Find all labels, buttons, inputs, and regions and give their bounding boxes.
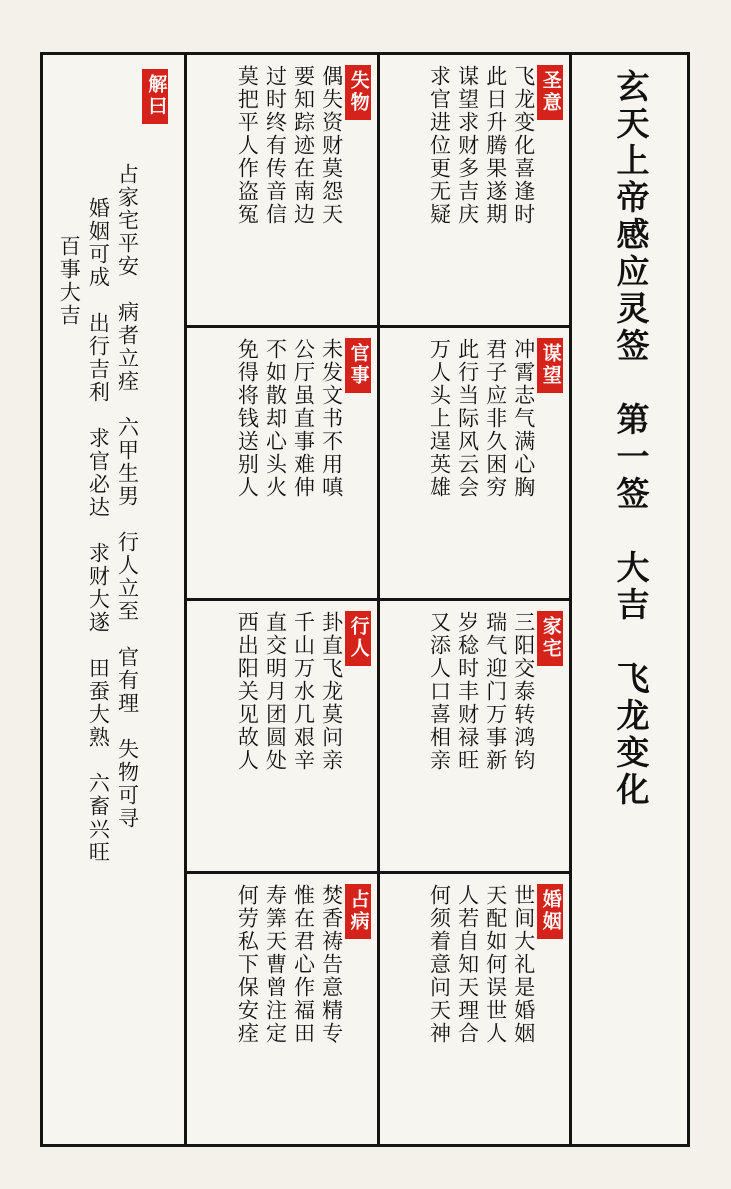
interpretation-text <box>51 67 138 864</box>
panel-xingren <box>187 601 379 871</box>
panel-row-1 <box>187 55 568 328</box>
panel-hunyin <box>380 874 569 1144</box>
verse-line: 万人头上逞英雄 <box>427 338 452 499</box>
verse-line: 瑞气迎门万事新 <box>483 611 508 772</box>
panel-row-2 <box>187 328 568 601</box>
slip-title-column <box>569 55 687 1144</box>
panel-verse-zhanbing <box>195 884 342 1045</box>
verse-line: 要知踪迹在南边 <box>291 65 316 226</box>
verse-line: 直交明月团圆处 <box>263 611 288 772</box>
panel-verse-shiwu <box>195 65 342 226</box>
panel-row-4 <box>187 874 568 1144</box>
panel-label-shengyi: 圣意 <box>537 65 563 120</box>
verse-line: 何须着意问天神 <box>427 884 452 1045</box>
panel-label-mouwang: 谋望 <box>537 338 563 393</box>
verse-line: 世间大礼是婚姻 <box>511 884 536 1045</box>
verse-line: 莫把平人作盗冤 <box>235 65 260 226</box>
panel-zhanbing <box>187 874 379 1144</box>
panel-jiazhai <box>380 601 569 871</box>
panel-verse-mouwang <box>388 338 535 499</box>
verse-line: 公厅虽直事难伸 <box>291 338 316 499</box>
interpretation-column <box>43 55 184 1144</box>
verse-line: 卦直飞龙莫问亲 <box>319 611 344 772</box>
interpretation-line: 占家宅平安 病者立痊 六甲生男 行人立至 官有理 失物可寻 <box>115 163 140 830</box>
verse-line: 未发文书不用嗔 <box>319 338 344 499</box>
panel-shiwu <box>187 55 379 325</box>
panel-verse-xingren <box>195 611 342 772</box>
slip-outer-frame <box>40 52 690 1147</box>
panel-shengyi <box>380 55 569 325</box>
verse-line: 三阳交泰转鸿钧 <box>511 611 536 772</box>
verse-line: 过时终有传音信 <box>263 65 288 226</box>
verse-line: 惟在君心作福田 <box>291 884 316 1045</box>
verse-line: 何劳私下保安痊 <box>235 884 260 1045</box>
verse-line: 谋望求财多吉庆 <box>455 65 480 226</box>
interpretation-line: 婚姻可成 出行吉利 求官必达 求财大遂 田蚕大熟 六畜兴旺 <box>86 197 111 864</box>
panel-verse-shengyi <box>388 65 535 226</box>
verse-line: 岁稔时丰财禄旺 <box>455 611 480 772</box>
verse-line: 天配如何误世人 <box>483 884 508 1045</box>
panel-mouwang <box>380 328 569 598</box>
verse-line: 求官进位更无疑 <box>427 65 452 226</box>
verse-line: 人若自知天理合 <box>455 884 480 1045</box>
verse-line: 又添人口喜相亲 <box>427 611 452 772</box>
panel-label-jiazhai: 家宅 <box>537 611 563 666</box>
verse-line: 不如散却心头火 <box>263 338 288 499</box>
interpretation-line: 百事大吉 <box>57 235 82 327</box>
verse-line: 西出阳关见故人 <box>235 611 260 772</box>
panel-guanshi <box>187 328 379 598</box>
slip-title: 玄天上帝感应灵签 第一签 大吉 飞龙变化 <box>611 69 648 809</box>
verse-panels <box>184 55 568 1144</box>
panel-label-xingren: 行人 <box>345 611 371 666</box>
panel-label-guanshi: 官事 <box>345 338 371 393</box>
verse-line: 冲霄志气满心胸 <box>511 338 536 499</box>
interpretation-label: 解曰 <box>142 69 168 124</box>
verse-line: 此日升腾果遂期 <box>483 65 508 226</box>
panel-verse-jiazhai <box>388 611 535 772</box>
verse-line: 焚香祷告意精专 <box>319 884 344 1045</box>
panel-verse-hunyin <box>388 884 535 1045</box>
panel-label-zhanbing: 占病 <box>345 884 371 939</box>
verse-line: 免得将钱送别人 <box>235 338 260 499</box>
panel-label-shiwu: 失物 <box>345 65 371 120</box>
verse-line: 寿筭天曹曾注定 <box>263 884 288 1045</box>
verse-line: 偶失资财莫怨天 <box>319 65 344 226</box>
verse-line: 君子应非久困穷 <box>483 338 508 499</box>
verse-line: 此行当际风云会 <box>455 338 480 499</box>
panel-verse-guanshi <box>195 338 342 499</box>
verse-line: 飞龙变化喜逢时 <box>511 65 536 226</box>
panel-row-3 <box>187 601 568 874</box>
panel-label-hunyin: 婚姻 <box>537 884 563 939</box>
verse-line: 千山万水几艰辛 <box>291 611 316 772</box>
